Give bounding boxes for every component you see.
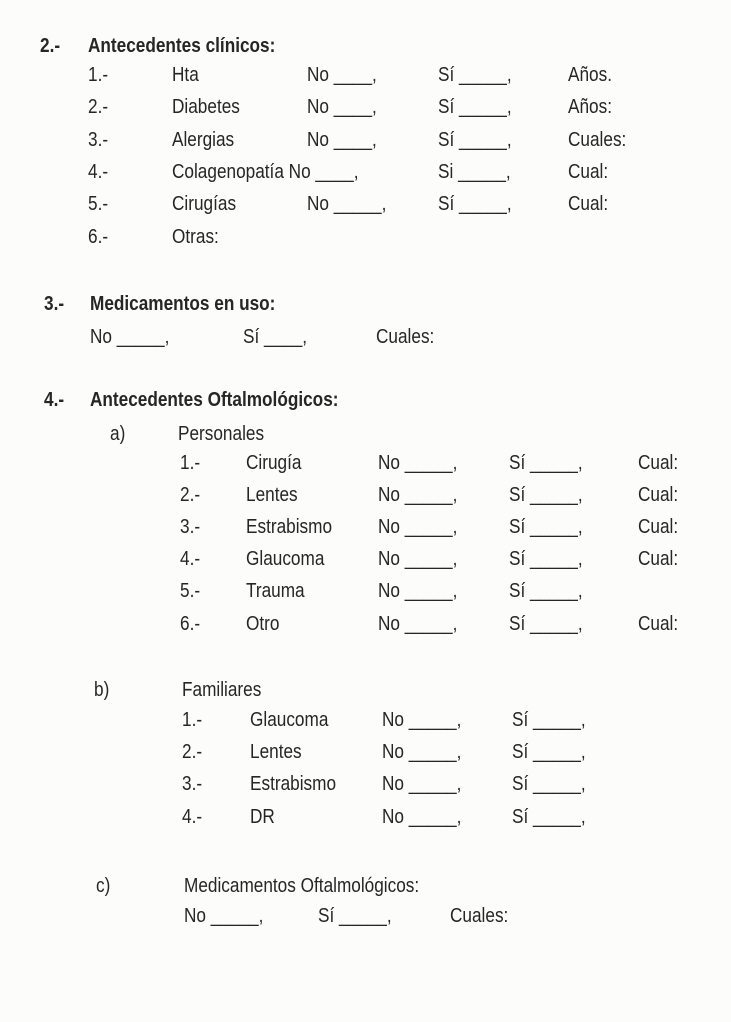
family-row-num: 1.-	[182, 709, 203, 731]
family-row-label: Lentes	[250, 741, 302, 763]
subsection-c-title: Medicamentos Oftalmológicos:	[184, 875, 420, 897]
clinical-row-no[interactable]: No ____,	[307, 96, 377, 118]
personal-row-si[interactable]: Sí _____,	[509, 516, 583, 538]
personal-row-no[interactable]: No _____,	[378, 452, 458, 474]
personal-row-no[interactable]: No _____,	[378, 548, 458, 570]
personal-row-num: 2.-	[180, 484, 201, 506]
family-row-si[interactable]: Sí _____,	[512, 773, 586, 795]
family-row-si[interactable]: Sí _____,	[512, 806, 586, 828]
clinical-row-label: Hta	[172, 64, 199, 86]
clinical-row-extra[interactable]: Cuales:	[568, 129, 627, 151]
clinical-row-num: 3.-	[88, 129, 109, 151]
personal-row-extra[interactable]: Cual:	[638, 484, 679, 506]
subsection-a-title: Personales	[178, 423, 265, 445]
clinical-row-si[interactable]: Sí _____,	[438, 193, 512, 215]
family-row-label: Glaucoma	[250, 709, 329, 731]
personal-row-num: 4.-	[180, 548, 201, 570]
section-4-number: 4.-	[44, 389, 65, 411]
clinical-row-no[interactable]: No ____,	[307, 64, 377, 86]
section-3-number: 3.-	[44, 293, 65, 315]
clinical-row-si[interactable]: Si _____,	[438, 161, 511, 183]
section-4-title: Antecedentes Oftalmológicos:	[90, 389, 339, 411]
clinical-row-extra[interactable]: Años:	[568, 96, 612, 118]
personal-row-no[interactable]: No _____,	[378, 516, 458, 538]
subsection-c-letter: c)	[96, 875, 111, 897]
subsection-a-letter: a)	[110, 423, 126, 445]
clinical-row-si[interactable]: Sí _____,	[438, 129, 512, 151]
clinical-row-extra[interactable]: Cual:	[568, 161, 609, 183]
clinical-row-label: Otras:	[172, 226, 219, 248]
personal-row-si[interactable]: Sí _____,	[509, 548, 583, 570]
eye-medications-yes-field[interactable]: Sí _____,	[318, 905, 392, 927]
family-row-num: 2.-	[182, 741, 203, 763]
personal-row-si[interactable]: Sí _____,	[509, 484, 583, 506]
personal-row-num: 5.-	[180, 580, 201, 602]
clinical-row-num: 5.-	[88, 193, 109, 215]
clinical-row-num: 6.-	[88, 226, 109, 248]
clinical-row-si[interactable]: Sí _____,	[438, 64, 512, 86]
personal-row-no[interactable]: No _____,	[378, 484, 458, 506]
personal-row-no[interactable]: No _____,	[378, 580, 458, 602]
section-2-title: Antecedentes clínicos:	[88, 35, 276, 57]
personal-row-si[interactable]: Sí _____,	[509, 452, 583, 474]
personal-row-label: Otro	[246, 613, 280, 635]
section-3-title: Medicamentos en uso:	[90, 293, 276, 315]
clinical-row-label: Colagenopatía No ____,	[172, 161, 359, 183]
family-row-label: Estrabismo	[250, 773, 337, 795]
clinical-row-num: 2.-	[88, 96, 109, 118]
personal-row-label: Cirugía	[246, 452, 302, 474]
family-row-no[interactable]: No _____,	[382, 806, 462, 828]
clinical-row-extra[interactable]: Años.	[568, 64, 612, 86]
section-2-number: 2.-	[40, 35, 61, 57]
clinical-row-num: 4.-	[88, 161, 109, 183]
clinical-row-extra[interactable]: Cual:	[568, 193, 609, 215]
family-row-num: 4.-	[182, 806, 203, 828]
personal-row-label: Lentes	[246, 484, 298, 506]
subsection-b-letter: b)	[94, 679, 110, 701]
family-row-si[interactable]: Sí _____,	[512, 709, 586, 731]
personal-row-num: 6.-	[180, 613, 201, 635]
family-row-si[interactable]: Sí _____,	[512, 741, 586, 763]
personal-row-extra[interactable]: Cual:	[638, 516, 679, 538]
family-row-label: DR	[250, 806, 275, 828]
clinical-row-label: Cirugías	[172, 193, 237, 215]
clinical-row-label: Alergias	[172, 129, 235, 151]
personal-row-num: 1.-	[180, 452, 201, 474]
clinical-row-label: Diabetes	[172, 96, 240, 118]
medications-which-field[interactable]: Cuales:	[376, 326, 435, 348]
medications-no-field[interactable]: No _____,	[90, 326, 170, 348]
personal-row-si[interactable]: Sí _____,	[509, 580, 583, 602]
personal-row-label: Estrabismo	[246, 516, 333, 538]
medications-yes-field[interactable]: Sí ____,	[243, 326, 308, 348]
eye-medications-which-field[interactable]: Cuales:	[450, 905, 509, 927]
clinical-row-si[interactable]: Sí _____,	[438, 96, 512, 118]
eye-medications-no-field[interactable]: No _____,	[184, 905, 264, 927]
personal-row-extra[interactable]: Cual:	[638, 548, 679, 570]
clinical-row-no[interactable]: No _____,	[307, 193, 387, 215]
personal-row-si[interactable]: Sí _____,	[509, 613, 583, 635]
subsection-b-title: Familiares	[182, 679, 262, 701]
clinical-row-num: 1.-	[88, 64, 109, 86]
personal-row-extra[interactable]: Cual:	[638, 613, 679, 635]
clinical-row-no[interactable]: No ____,	[307, 129, 377, 151]
personal-row-label: Glaucoma	[246, 548, 325, 570]
personal-row-label: Trauma	[246, 580, 305, 602]
personal-row-no[interactable]: No _____,	[378, 613, 458, 635]
family-row-num: 3.-	[182, 773, 203, 795]
personal-row-num: 3.-	[180, 516, 201, 538]
personal-row-extra[interactable]: Cual:	[638, 452, 679, 474]
family-row-no[interactable]: No _____,	[382, 741, 462, 763]
family-row-no[interactable]: No _____,	[382, 709, 462, 731]
family-row-no[interactable]: No _____,	[382, 773, 462, 795]
